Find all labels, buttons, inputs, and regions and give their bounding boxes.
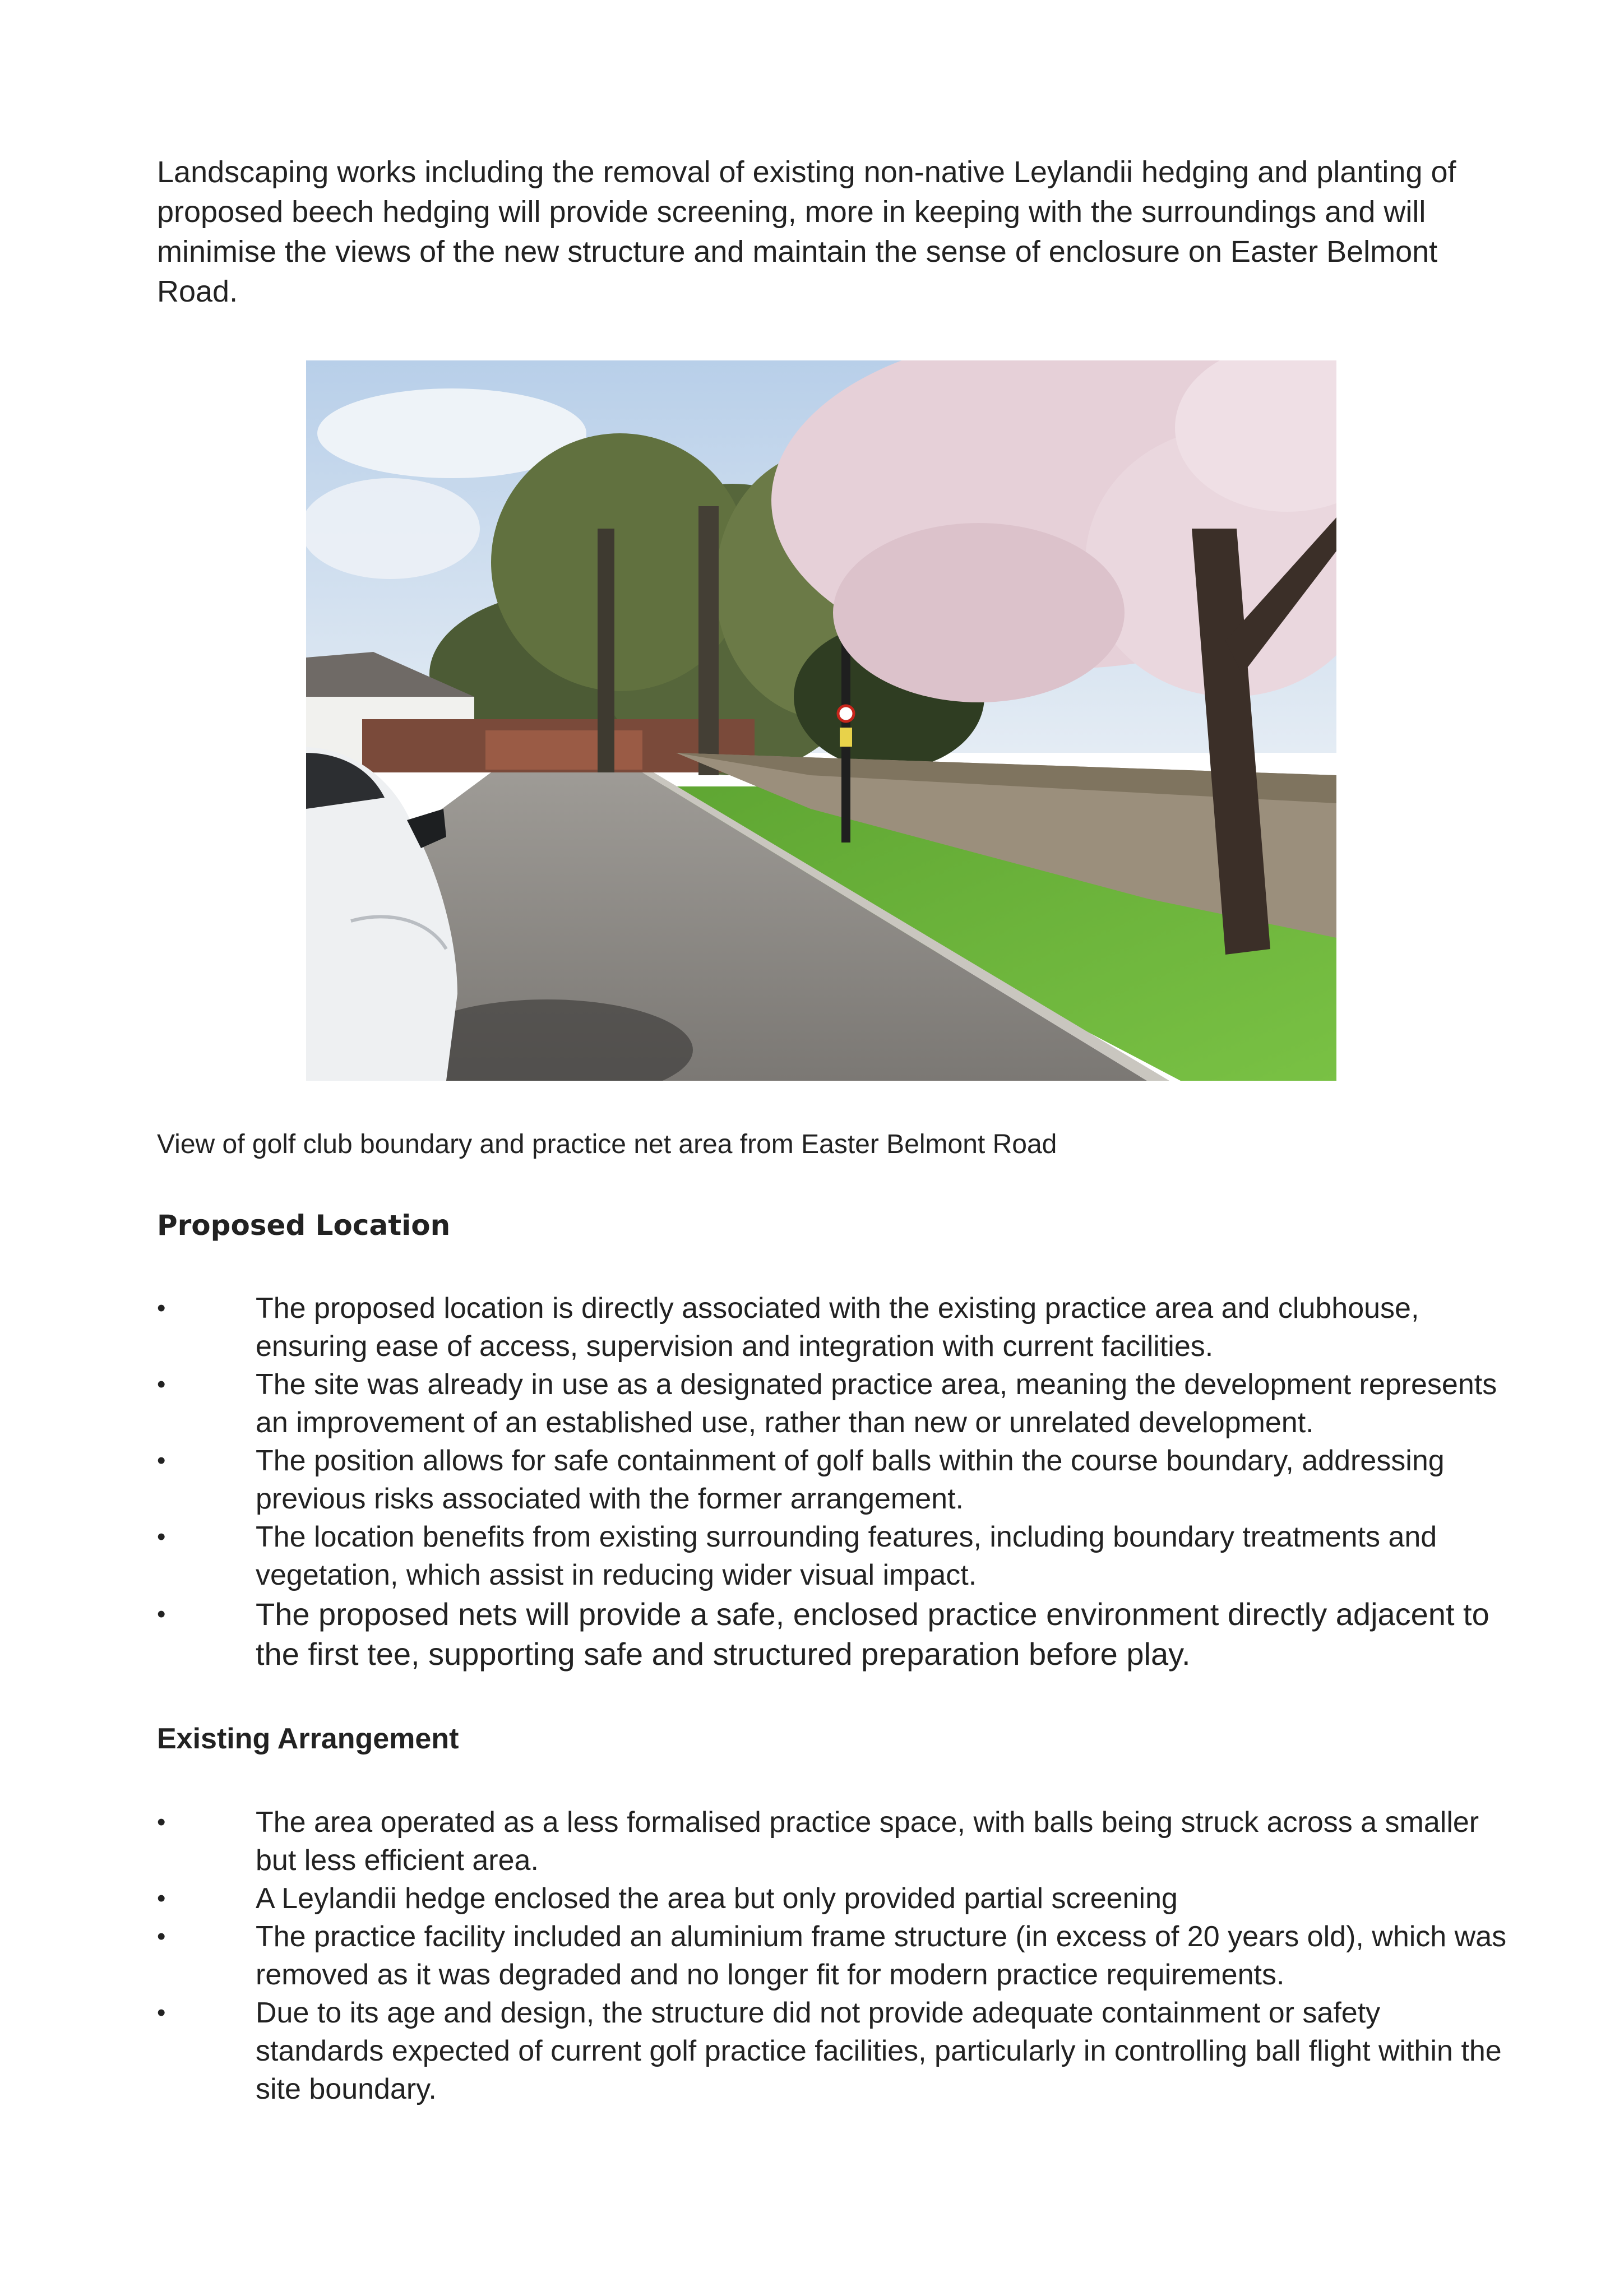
photo-caption: View of golf club boundary and practice net area from Easter Belmont Road (157, 1130, 1057, 1159)
list-item: • A Leylandii hedge enclosed the area but only provided partial screening (157, 1880, 1514, 1918)
proposed-location-heading: Proposed Location (157, 1209, 451, 1242)
bullet-glyph: • (157, 1885, 166, 1912)
bullet-glyph: • (157, 1371, 166, 1398)
list-item: • Due to its age and design, the structure did not provide adequate containment or safety standards expected of current golf practice facilities, particularly in controlling ball flight within the site boundary. (157, 1994, 1514, 2108)
bullet-glyph: • (157, 1923, 166, 1950)
existing-arrangement-list (157, 1803, 1514, 2108)
list-item: • The area operated as a less formalised practice space, with balls being struck across a smaller but less efficient area. (157, 1803, 1514, 1880)
list-item: • The proposed location is directly associated with the existing practice area and clubhouse, ensuring ease of access, supervision and integration with current facilities. (157, 1289, 1514, 1365)
road-photo (306, 360, 1336, 1081)
bullet-glyph: • (157, 1523, 166, 1550)
bullet-glyph: • (157, 1808, 166, 1836)
bullet-glyph: • (157, 1447, 166, 1474)
list-item: • The practice facility included an aluminium frame structure (in excess of 20 years old), which was removed as it was degraded and no longer fit for modern practice requirements. (157, 1918, 1514, 1994)
list-item: • The location benefits from existing surrounding features, including boundary treatments and vegetation, which assist in reducing wider visual impact. (157, 1518, 1514, 1594)
bullet-glyph: • (157, 1294, 166, 1322)
list-item: • The position allows for safe containment of golf balls within the course boundary, addressing previous risks associated with the former arrangement. (157, 1442, 1514, 1518)
proposed-location-list (157, 1289, 1514, 1674)
bullet-glyph: • (157, 1600, 166, 1628)
list-item: • The site was already in use as a designated practice area, meaning the development represents an improvement of an established use, rather than new or unrelated development. (157, 1365, 1514, 1442)
intro-paragraph: Landscaping works including the removal of existing non-native Leylandii hedging and planting of proposed beech hedging will provide screening, more in keeping with the surroundings and will minimise the views of the new structure and maintain the sense of enclosure on Easter Belmont Road. (157, 155, 1456, 308)
existing-arrangement-heading: Existing Arrangement (157, 1723, 459, 1755)
bullet-glyph: • (157, 1999, 166, 2026)
list-item: • The proposed nets will provide a safe, enclosed practice environment directly adjacent to the first tee, supporting safe and structured preparation before play. (157, 1594, 1514, 1674)
